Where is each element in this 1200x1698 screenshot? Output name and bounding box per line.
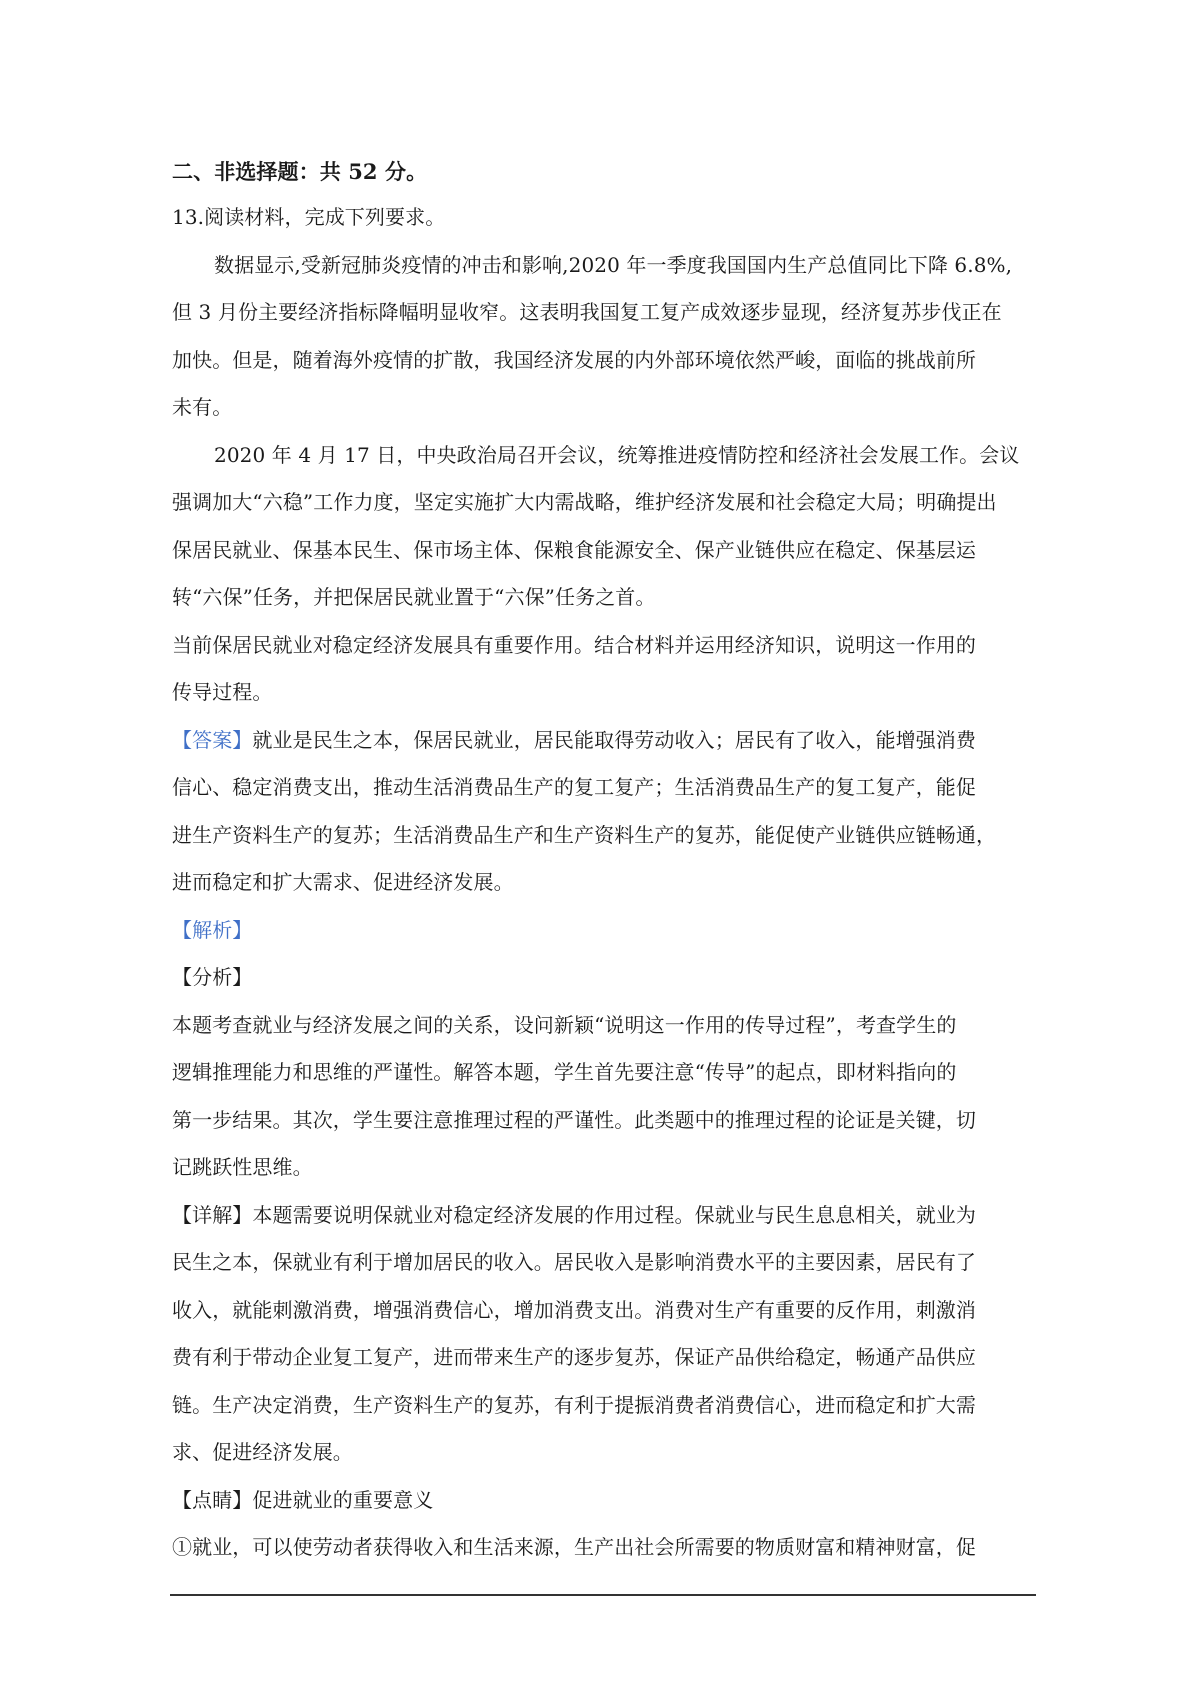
material-line: 加快。但是，随着海外疫情的扩散，我国经济发展的内外部环境依然严峻，面临的挑战前所 [172,347,976,372]
material-paragraph-2 [172,432,1032,622]
answer-line: 进生产资料生产的复苏；生活消费品生产和生产资料生产的复苏，能促使产业链供应链畅通， [172,822,997,847]
material-line: 保居民就业、保基本民生、保市场主体、保粮食能源安全、保产业链供应在稳定、保基层运 [172,537,976,562]
detail-tag: 【详解】 [172,1202,253,1227]
analysis-line: 本题考查就业与经济发展之间的关系，设问新颖“说明这一作用的传导过程”，考查学生的 [172,1012,957,1037]
analysis-line: 第一步结果。其次，学生要注意推理过程的严谨性。此类题中的推理过程的论证是关键，切 [172,1107,976,1132]
answer-first-line [172,717,1032,765]
material-line: 强调加大“六稳”工作力度，坚定实施扩大内需战略，维护经济发展和社会稳定大局；明确提出 [172,490,997,514]
detail-line: 收入，就能刺激消费，增强消费信心，增加消费支出。消费对生产有重要的反作用，刺激消 [172,1297,976,1322]
detail-line: 链。生产决定消费，生产资料生产的复苏，有利于提振消费者消费信心，进而稳定和扩大需 [172,1392,976,1417]
detail-text: 本题需要说明保就业对稳定经济发展的作用过程。保就业与民生息息相关，就业为 [252,1202,977,1227]
analysis-line: 记跳跃性思维。 [172,1155,313,1179]
question-number: 13.阅读材料，完成下列要求。 [172,205,446,229]
answer-section [172,717,1032,907]
prompt-line: 传导过程。 [172,680,273,704]
material-line: 数据显示,受新冠肺炎疫情的冲击和影响,2020 年一季度我国国内生产总值同比下降 6.8%, [214,252,1013,277]
analysis-tag: 【解析】 [172,917,253,942]
material-line: 转“六保”任务，并把保居民就业置于“六保”任务之首。 [172,585,656,609]
answer-tag: 【答案】 [172,727,253,752]
answer-line: 进而稳定和扩大需求、促进经济发展。 [172,870,514,894]
answer-text: 就业是民生之本，保居民就业，居民能取得劳动收入；居民有了收入，能增强消费 [252,727,977,752]
answer-line: 信心、稳定消费支出，推动生活消费品生产的复工复产；生活消费品生产的复工复产，能促 [172,775,976,799]
section-heading: 二、非选择题：共 52 分。 [172,159,428,184]
analysis-line: 逻辑推理能力和思维的严谨性。解答本题，学生首先要注意“传导”的起点，即材料指向的 [172,1060,957,1084]
material-line: 但 3 月份主要经济指标降幅明显收窄。这表明我国复工复产成效逐步显现，经济复苏步伐正在 [172,300,1002,324]
material-line: 2020 年 4 月 17 日，中央政治局召开会议，统筹推进疫情防控和经济社会发展工作。会议 [214,442,1020,467]
tip-line: ①就业，可以使劳动者获得收入和生活来源，生产出社会所需要的物质财富和精神财富，促 [172,1535,976,1559]
analysis-section [172,1002,1032,1192]
analysis-sub-tag: 【分析】 [172,965,253,989]
detail-first-line [172,1192,1032,1240]
detail-line: 民生之本，保就业有利于增加居民的收入。居民收入是影响消费水平的主要因素，居民有了 [172,1250,976,1274]
tip-title: 促进就业的重要意义 [252,1487,434,1512]
question-prompt [172,622,1032,717]
prompt-line: 当前保居民就业对稳定经济发展具有重要作用。结合材料并运用经济知识，说明这一作用的 [172,632,976,657]
tip-tag: 【点睛】 [172,1487,253,1512]
document-page [172,150,1032,1572]
tip-section [172,1477,1032,1572]
material-line: 未有。 [172,395,233,419]
material-paragraph-1 [172,242,1032,432]
detail-section [172,1192,1032,1477]
tip-heading [172,1477,1032,1525]
footer-divider [170,1594,1036,1596]
detail-line: 求、促进经济发展。 [172,1440,353,1464]
detail-line: 费有利于带动企业复工复产，进而带来生产的逐步复苏，保证产品供给稳定，畅通产品供应 [172,1345,976,1369]
